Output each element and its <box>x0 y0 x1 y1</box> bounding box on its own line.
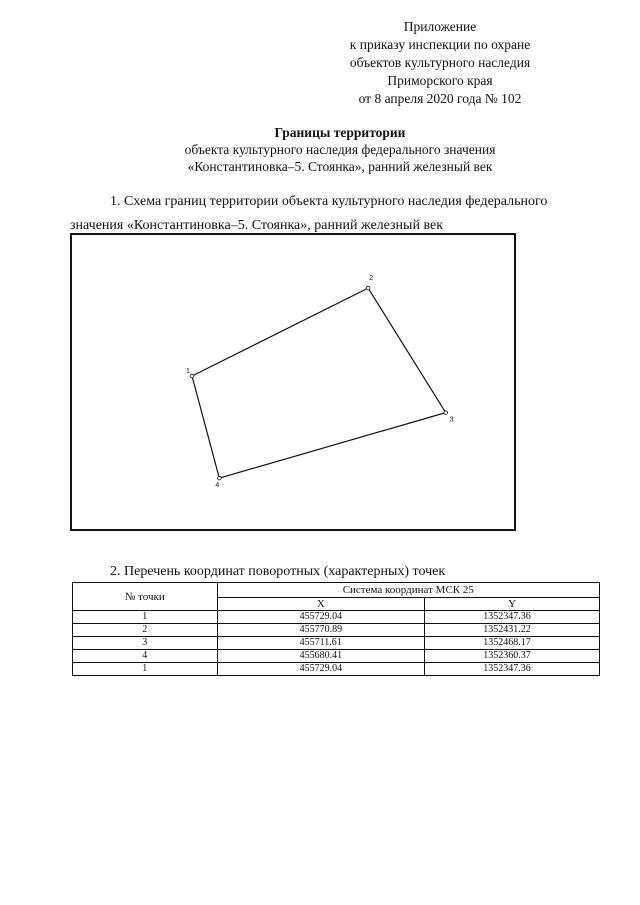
document-title <box>120 124 560 175</box>
boundary-scheme <box>70 233 516 531</box>
header-point-number: № точки <box>73 583 218 611</box>
section-1-heading <box>70 190 600 238</box>
table-row <box>73 611 600 624</box>
boundary-point-label: 1 <box>186 368 190 375</box>
boundary-scheme-drawing <box>72 235 514 529</box>
cell-y: 1352347.36 <box>425 663 600 676</box>
table-row <box>73 650 600 663</box>
cell-y: 1352347.36 <box>425 611 600 624</box>
cell-point-number: 4 <box>73 650 218 663</box>
table-row <box>73 624 600 637</box>
section-1-text: 1. Схема границ территории объекта культурного наследия федерального значения «Константиновка–5. Стоянка», ранний железный век <box>70 194 548 233</box>
table-row <box>73 637 600 650</box>
title-line-2: объекта культурного наследия федерального значения <box>184 142 496 157</box>
boundary-point-label: 3 <box>449 416 454 424</box>
cell-x: 455729.04 <box>217 663 425 676</box>
header-line-date: от 8 апреля 2020 года № 102 <box>358 91 522 106</box>
title-line-3: «Константиновка–5. Стоянка», ранний железный век <box>187 159 493 174</box>
cell-x: 455729.04 <box>217 611 425 624</box>
cell-point-number: 3 <box>73 637 218 650</box>
coordinates-table <box>72 582 600 676</box>
boundary-point-label: 4 <box>215 482 220 490</box>
appendix-header <box>320 18 560 108</box>
section-2-heading: 2. Перечень координат поворотных (характерных) точек <box>110 564 446 579</box>
boundary-point-marker <box>366 286 370 290</box>
header-line-appendix: Приложение <box>403 19 477 34</box>
cell-x: 455680.41 <box>217 650 425 663</box>
cell-point-number: 1 <box>73 611 218 624</box>
header-y: Y <box>425 598 600 611</box>
boundary-point-marker <box>190 374 194 378</box>
boundary-point-marker <box>218 476 222 480</box>
cell-x: 455711.61 <box>217 637 425 650</box>
boundary-polygon <box>192 288 446 478</box>
cell-x: 455770.89 <box>217 624 425 637</box>
cell-y: 1352431.22 <box>425 624 600 637</box>
cell-y: 1352468.17 <box>425 637 600 650</box>
header-line-region: Приморского края <box>387 73 493 88</box>
header-x: X <box>217 598 425 611</box>
cell-point-number: 2 <box>73 624 218 637</box>
boundary-point-marker <box>444 411 448 415</box>
header-coordinate-system: Система координат МСК 25 <box>217 583 599 598</box>
cell-y: 1352360.37 <box>425 650 600 663</box>
header-line-order-ref: к приказу инспекции по охране <box>349 37 531 52</box>
boundary-point-label: 2 <box>369 275 374 283</box>
cell-point-number: 1 <box>73 663 218 676</box>
table-row <box>73 663 600 676</box>
title-heading: Границы территории <box>274 125 406 140</box>
header-line-objects: объектов культурного наследия <box>349 55 531 70</box>
